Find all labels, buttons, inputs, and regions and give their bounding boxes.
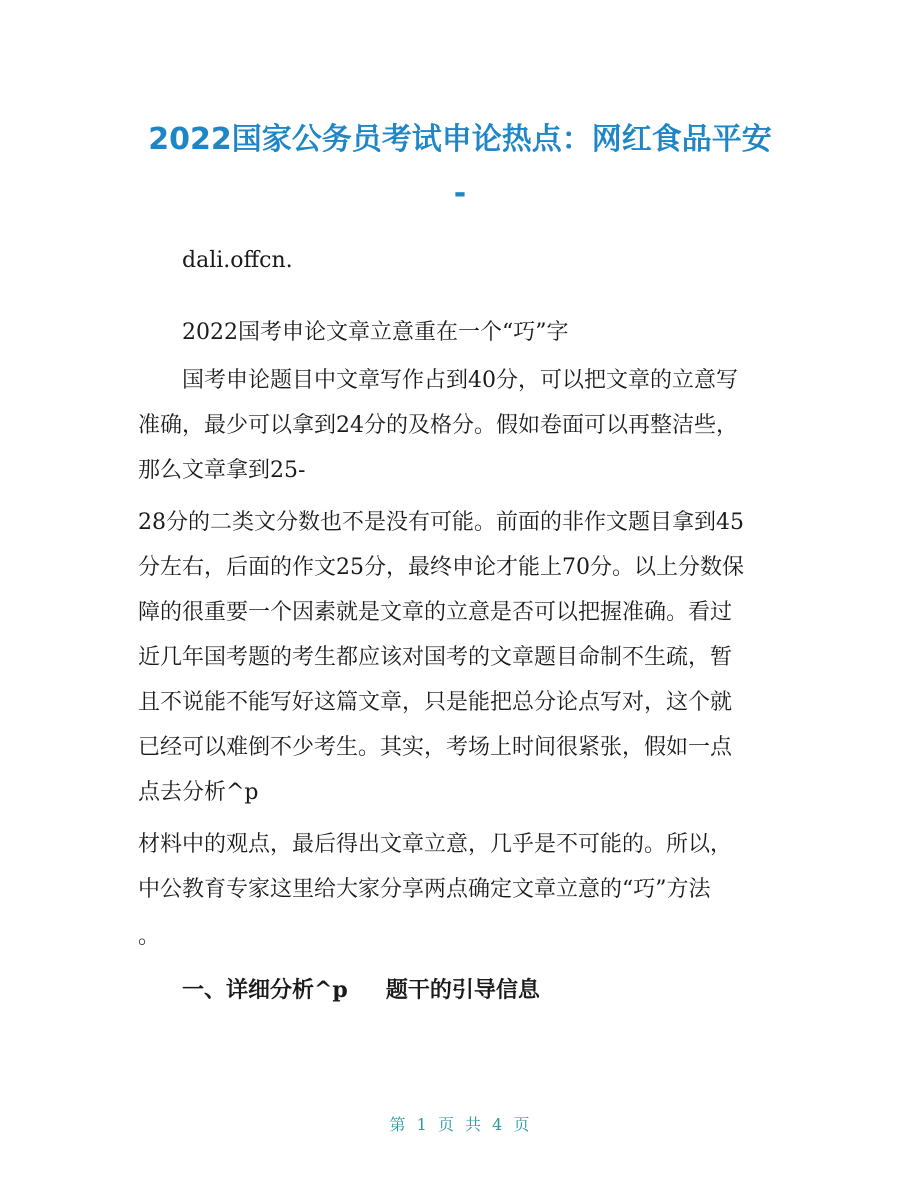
- footer-total-number: 4: [492, 1115, 504, 1134]
- body-line: 已经可以难倒不少考生。其实，考场上时间很紧张，假如一点: [138, 735, 733, 760]
- body-line: 准确，最少可以拿到24分的及格分。假如卷面可以再整洁些，: [138, 413, 738, 438]
- section-heading-part2: 题干的引导信息: [385, 977, 540, 1003]
- body-line: 中公教育专家这里给大家分享两点确定文章立意的“巧”方法: [138, 877, 711, 902]
- footer-page-number: 1: [416, 1115, 428, 1134]
- body-line: 分左右，后面的作文25分，最终申论才能上70分。以上分数保: [138, 555, 744, 580]
- body-line: 点去分析^p: [138, 780, 259, 805]
- body-line: 国考申论题目中文章写作占到40分，可以把文章的立意写: [182, 368, 738, 393]
- section-heading-part1: 一、详细分析^p: [182, 977, 348, 1003]
- document-title: 2022国家公务员考试申论热点：网红食品平安: [148, 122, 772, 157]
- body-line: 材料中的观点，最后得出文章立意，几乎是不可能的。所以，: [138, 832, 733, 857]
- body-line: 近几年国考题的考生都应该对国考的文章题目命制不生疏，暂: [138, 645, 733, 670]
- page-footer: [0, 1112, 920, 1135]
- body-line: 。: [138, 924, 161, 949]
- body-line: 且不说能不能写好这篇文章，只是能把总分论点写对，这个就: [138, 690, 733, 715]
- subtitle-text: 2022国考申论文章立意重在一个“巧”字: [182, 320, 569, 345]
- document-title-continuation: -: [453, 176, 467, 211]
- footer-total-unit: 页: [513, 1115, 531, 1134]
- source-link-text: dali.offcn.: [182, 248, 293, 273]
- body-line: 障的很重要一个因素就是文章的立意是否可以把握准确。看过: [138, 600, 733, 625]
- body-line: 那么文章拿到25-: [138, 458, 306, 483]
- footer-page-unit: 页: [437, 1115, 455, 1134]
- body-line: 28分的二类文分数也不是没有可能。前面的非作文题目拿到45: [138, 510, 744, 535]
- footer-total-label: 共: [465, 1115, 483, 1134]
- section-heading: [182, 975, 540, 1005]
- footer-page-label: 第: [389, 1115, 407, 1134]
